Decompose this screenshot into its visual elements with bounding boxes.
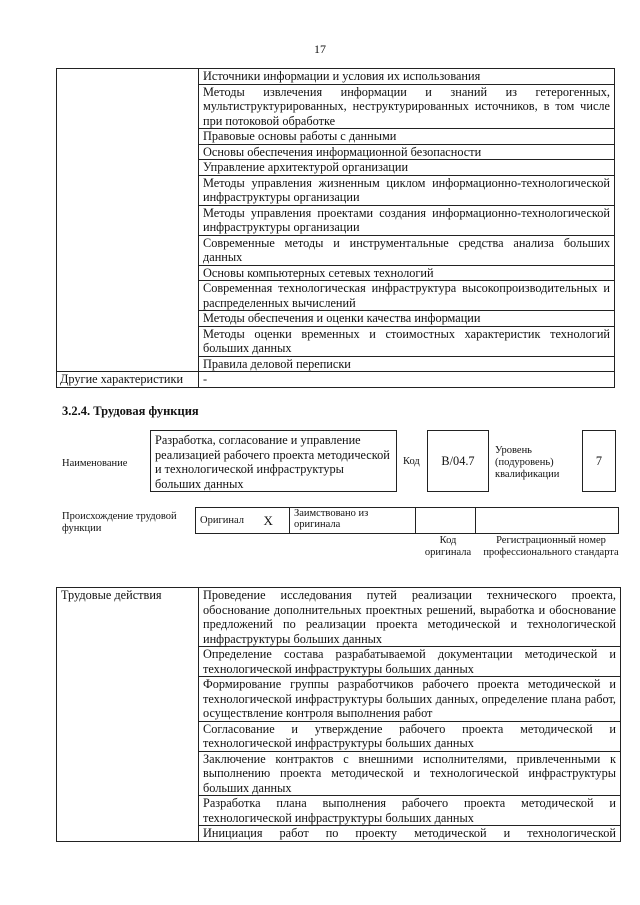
original-label: Оригинал xyxy=(200,515,244,526)
function-name-value: Разработка, согласование и управление реализацией рабочего проекта методической и технологической инфраструктуры больших данных xyxy=(155,433,390,491)
original-mark: X xyxy=(263,512,273,528)
knowledge-item: Методы управления проектами создания информационно-технологической инфраструктуры организации xyxy=(199,205,615,235)
knowledge-item: Правила деловой переписки xyxy=(199,356,615,372)
level-box xyxy=(582,430,616,492)
action-row xyxy=(57,588,621,647)
borrowed-label: Заимствовано из оригинала xyxy=(294,508,369,530)
knowledge-table xyxy=(56,68,615,388)
level-label: Уровень (подуровень) квалификации xyxy=(495,445,560,480)
knowledge-item: Источники информации и условия их использования xyxy=(199,69,615,85)
reg-number-caption: Регистрационный номер профессионального стандарта xyxy=(483,535,619,558)
other-characteristics-value: - xyxy=(199,372,615,388)
level-value: 7 xyxy=(595,454,603,468)
original-cell xyxy=(196,508,260,534)
code-original-caption: Код оригинала xyxy=(424,535,472,558)
knowledge-item: Методы оценки временных и стоимостных характеристик технологий больших данных xyxy=(199,326,615,356)
other-characteristics-row xyxy=(57,372,615,388)
action-item: Заключение контрактов с внешними исполнителями, привлеченными к выполнению проекта методической и технологической инфраструктуры больших данных xyxy=(199,751,621,796)
knowledge-item: Современные методы и инструментальные средства анализа больших данных xyxy=(199,235,615,265)
code-box xyxy=(427,430,489,492)
knowledge-item: Основы обеспечения информационной безопасности xyxy=(199,144,615,160)
name-label: Наименование xyxy=(62,458,128,469)
code-value: B/04.7 xyxy=(441,454,475,468)
code-label: Код xyxy=(403,456,420,467)
action-item: Разработка плана выполнения рабочего проекта методической и технологической инфраструктуры больших данных xyxy=(199,796,621,826)
action-item: Формирование группы разработчиков рабочего проекта методической и технологической инфраструктуры больших данных, определение плана работ, осуществление контроля выполнения работ xyxy=(199,677,621,722)
knowledge-item: Методы извлечения информации и знаний из гетерогенных, мультиструктурированных, неструктурированных источников, в том числе при потоковой обработке xyxy=(199,84,615,129)
origin-label: Происхождение трудовой функции xyxy=(62,511,177,534)
other-characteristics-label: Другие характеристики xyxy=(57,372,199,388)
knowledge-item: Управление архитектурой организации xyxy=(199,160,615,176)
action-item: Согласование и утверждение рабочего проекта методической и технологической инфраструктуры больших данных xyxy=(199,721,621,751)
borrowed-cell xyxy=(290,508,416,534)
code-original-cell xyxy=(416,508,476,534)
actions-label: Трудовые действия xyxy=(57,588,199,842)
page-number: 17 xyxy=(314,42,326,56)
actions-table xyxy=(56,587,621,842)
knowledge-row xyxy=(57,69,615,85)
action-item: Определение состава разрабатываемой документации методической и технологической инфраструктуры больших данных xyxy=(199,647,621,677)
original-mark-cell xyxy=(260,508,290,534)
function-name-box xyxy=(150,430,397,492)
knowledge-item: Современная технологическая инфраструктура высокопроизводительных и распределенных вычислений xyxy=(199,281,615,311)
knowledge-item: Правовые основы работы с данными xyxy=(199,129,615,145)
knowledge-item: Методы обеспечения и оценки качества информации xyxy=(199,311,615,327)
section-heading: 3.2.4. Трудовая функция xyxy=(62,404,199,418)
origin-table xyxy=(195,507,619,534)
knowledge-item: Основы компьютерных сетевых технологий xyxy=(199,265,615,281)
knowledge-item: Методы управления жизненным циклом информационно-технологической инфраструктуры организации xyxy=(199,175,615,205)
reg-number-cell xyxy=(476,508,619,534)
action-item: Инициация работ по проекту методической и технологической xyxy=(199,826,621,842)
knowledge-label-cell xyxy=(57,69,199,372)
action-item: Проведение исследования путей реализации технического проекта, обоснование дополнительных проектных решений, выработка и обоснование предложений по реализации проекта методической и технологической инфраструктуры больших данных xyxy=(199,588,621,647)
